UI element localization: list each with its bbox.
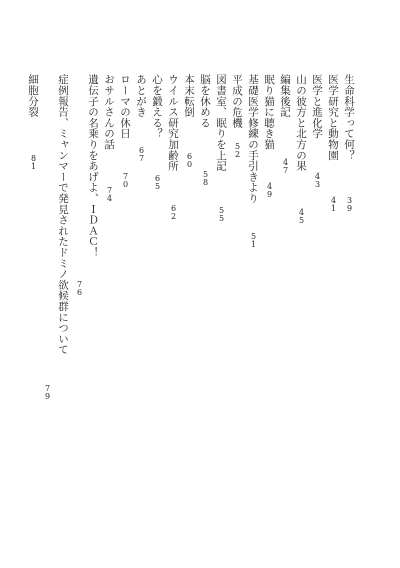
toc-entry-title: ローマの休日 — [119, 74, 131, 139]
toc-entry-title: 症例報告、ミャンマーで発見されたドミノ欲候群について — [57, 74, 69, 355]
toc-entry — [230, 74, 244, 414]
toc-entry-page: 39 — [345, 196, 354, 212]
toc-entry-title: 平成の危機 — [231, 74, 243, 128]
toc-entry-title: 本末転倒 — [183, 74, 195, 118]
toc-entry-page: 67 — [137, 146, 146, 162]
toc-entry — [26, 74, 40, 414]
toc-entry-page: 81 — [29, 154, 38, 170]
toc-entry-title: 山の彼方と北方の果 — [295, 74, 307, 172]
toc-entry — [166, 74, 180, 414]
toc-entry — [246, 74, 260, 414]
toc-entry-title: 眠り猫に聴き猫 — [263, 74, 275, 150]
toc-entry-title: ウイルス研究加齢所 — [167, 74, 179, 172]
toc-entry-page: 45 — [297, 208, 306, 224]
toc-entry-title: 図書室、眠りを上記 — [215, 74, 227, 172]
toc-entry — [134, 74, 148, 414]
toc-entry — [56, 74, 70, 414]
toc-entry-title: 医学と進化学 — [311, 74, 323, 139]
toc-entry-title: 医学研究と動物園 — [327, 74, 339, 161]
toc-entry-page: 74 — [105, 186, 114, 202]
toc-entry-page: 76 — [75, 280, 84, 296]
toc-entry-title: 脳を休める — [199, 74, 211, 128]
toc-entry — [182, 74, 196, 414]
toc-entry-page: 65 — [153, 174, 162, 190]
toc-entry-page: 79 — [43, 384, 52, 400]
toc-entry-page: 43 — [313, 172, 322, 188]
toc-entry-page: 52 — [233, 142, 242, 158]
toc-entry-title: 基礎医学修練の手引きより — [247, 74, 259, 204]
toc-entry — [86, 74, 100, 414]
toc-entry — [262, 74, 276, 414]
toc-entry — [342, 74, 356, 414]
toc-entry — [198, 74, 212, 414]
toc-entry — [102, 74, 116, 414]
toc-entry-page: 47 — [281, 158, 290, 174]
toc-entry-title: 編集後記 — [279, 74, 291, 118]
toc-entry — [150, 74, 164, 414]
toc-entry-page: 41 — [329, 196, 338, 212]
toc-entry-continuation — [72, 74, 86, 414]
toc-entry — [310, 74, 324, 414]
toc-entry-page: 49 — [265, 182, 274, 198]
toc-entry-page: 55 — [217, 206, 226, 222]
toc-entry — [294, 74, 308, 414]
toc-entry-title: 心を鍛える？ — [151, 74, 163, 139]
toc-entry — [326, 74, 340, 414]
toc-entry — [278, 74, 292, 414]
toc-entry-page: 60 — [185, 152, 194, 168]
toc-entry — [214, 74, 228, 414]
toc-entry-title: おサルさんの話 — [103, 74, 115, 150]
toc-entry-title: 遺伝子の名乗りをあげよ、ＩＤＡＣ！ — [87, 74, 99, 258]
toc-entry-page: 62 — [169, 204, 178, 220]
toc-entry-page: 51 — [249, 232, 258, 248]
toc-entry-title: 細胞分裂 — [27, 74, 39, 118]
toc-entry — [118, 74, 132, 414]
toc-entry-page: 70 — [121, 172, 130, 188]
toc-entry-continuation — [40, 74, 54, 414]
toc-entry-page: 58 — [201, 170, 210, 186]
toc-entry-title: 生命科学って何？ — [343, 74, 355, 161]
toc-entry-title: あとがき — [135, 74, 147, 118]
